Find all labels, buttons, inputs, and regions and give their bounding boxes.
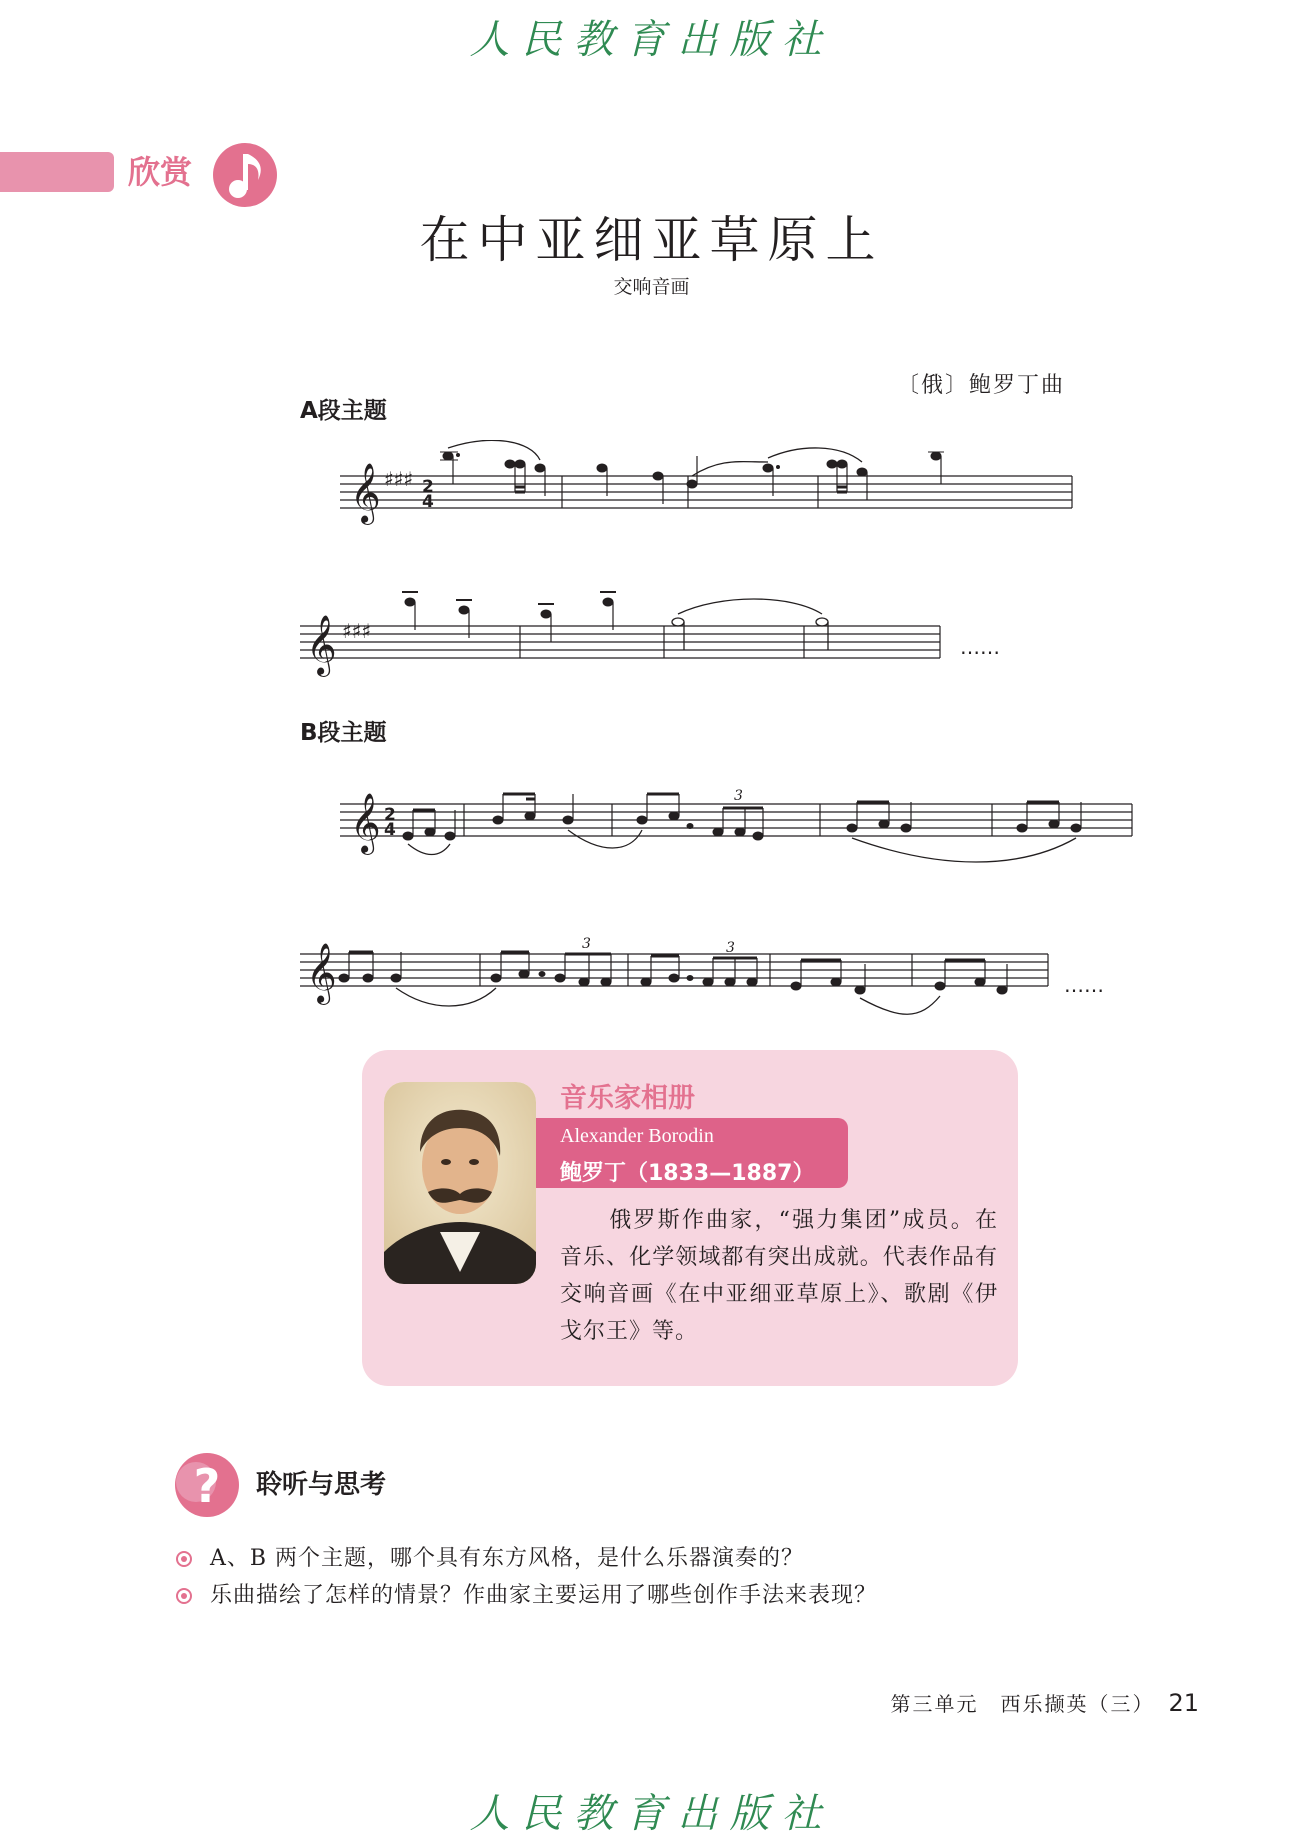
- bullet-icon: [176, 1551, 192, 1567]
- svg-text:♯♯♯: ♯♯♯: [384, 467, 414, 491]
- treble-clef-icon: 𝄞: [306, 943, 337, 1003]
- treble-clef-icon: 𝄞: [350, 463, 381, 523]
- continuation-mark: ……: [960, 635, 1000, 659]
- composer-name-cn: 鲍罗丁（1833—1887）: [560, 1161, 815, 1186]
- listening-title: 聆听与思考: [256, 1470, 387, 1500]
- publisher-header: 人民教育出版社: [469, 17, 834, 63]
- triplet-mark: 3: [734, 788, 743, 804]
- unit-title: 第三单元 西乐撷英（三）: [890, 1692, 1155, 1716]
- section-label: 欣赏: [128, 153, 193, 191]
- svg-text:♯♯♯: ♯♯♯: [342, 619, 372, 643]
- theme-b-label: B段主题: [300, 720, 387, 746]
- treble-clef-icon: 𝄞: [350, 793, 381, 853]
- page-number: 21: [1168, 1689, 1199, 1717]
- triplet-mark: 3: [582, 936, 591, 952]
- theme-a-staff-1: [340, 440, 1080, 530]
- continuation-mark: ……: [1064, 973, 1104, 997]
- composer-portrait: [384, 1082, 536, 1284]
- theme-a-label: A段主题: [300, 398, 387, 424]
- theme-b-staff-2: [300, 920, 1120, 1030]
- svg-text:4: 4: [384, 820, 396, 840]
- list-item: 乐曲描绘了怎样的情景？作曲家主要运用了哪些创作手法来表现？: [176, 1577, 877, 1614]
- svg-text:?: ?: [193, 1459, 221, 1513]
- svg-text:2: 2: [422, 477, 434, 497]
- section-tag-bar: [0, 152, 114, 192]
- publisher-footer: 人民教育出版社: [469, 1791, 834, 1837]
- question-list: [176, 1540, 877, 1614]
- list-item: A、B 两个主题，哪个具有东方风格，是什么乐器演奏的？: [176, 1540, 877, 1577]
- composer-credit: 〔俄〕鲍罗丁曲: [896, 373, 1065, 398]
- svg-text:2: 2: [384, 805, 396, 825]
- question-mark-icon: [174, 1452, 240, 1518]
- piece-title: 在中亚细亚草原上: [419, 211, 884, 269]
- theme-a-staff-2: [300, 580, 1020, 680]
- treble-clef-icon: 𝄞: [306, 615, 337, 675]
- bullet-icon: [176, 1588, 192, 1604]
- card-title: 音乐家相册: [560, 1083, 695, 1114]
- music-note-icon: [212, 142, 278, 208]
- svg-text:4: 4: [422, 492, 434, 512]
- composer-bio: 俄罗斯作曲家，“强力集团”成员。在音乐、化学领域都有突出成就。代表作品有交响音画《在中亚细亚草原上》、歌剧《伊戈尔王》等。: [560, 1208, 998, 1344]
- theme-b-staff-1: [340, 770, 1140, 880]
- triplet-mark: 3: [726, 940, 735, 956]
- composer-name-en: Alexander Borodin: [560, 1125, 714, 1147]
- page-footer: [890, 1688, 1199, 1717]
- piece-subtitle: 交响音画: [613, 276, 690, 298]
